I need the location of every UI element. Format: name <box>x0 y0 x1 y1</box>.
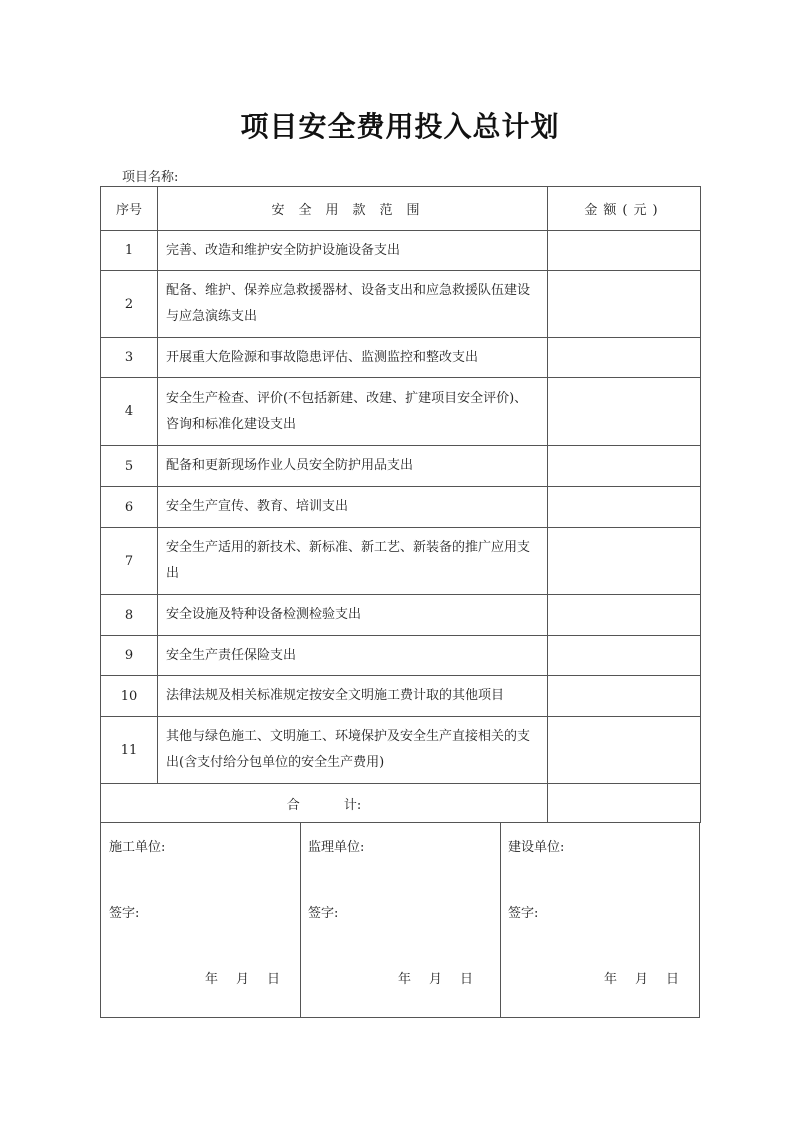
project-name-label: 项目名称: <box>122 170 179 185</box>
row-scope: 其他与绿色施工、文明施工、环境保护及安全生产直接相关的支出(含支付给分包单位的安全生产费用) <box>158 717 548 784</box>
row-no: 7 <box>101 528 158 595</box>
row-no: 5 <box>101 446 158 487</box>
total-label <box>101 784 548 823</box>
owner-unit-label: 建设单位: <box>508 840 565 855</box>
table-row <box>101 595 701 636</box>
row-scope: 开展重大危险源和事故隐患评估、监测监控和整改支出 <box>158 338 548 378</box>
row-scope: 安全生产适用的新技术、新标准、新工艺、新装备的推广应用支出 <box>158 528 548 595</box>
row-scope: 配备、维护、保养应急救援器材、设备支出和应急救援队伍建设与应急演练支出 <box>158 271 548 338</box>
total-amount-cell[interactable] <box>548 784 701 823</box>
safety-cost-table <box>100 186 701 823</box>
row-scope: 安全生产责任保险支出 <box>158 636 548 676</box>
total-row <box>101 784 701 823</box>
row-no: 10 <box>101 676 158 717</box>
row-no: 11 <box>101 717 158 784</box>
supervisor-sign-label: 签字: <box>308 906 339 921</box>
date-year: 年 <box>604 972 618 987</box>
table-row <box>101 231 701 271</box>
document-title: 项目安全费用投入总计划 <box>240 110 560 143</box>
row-amount-cell[interactable] <box>548 528 701 595</box>
table-header-row <box>101 187 701 231</box>
row-amount-cell[interactable] <box>548 487 701 528</box>
total-label-he: 合 <box>286 797 300 813</box>
owner-sign-label: 签字: <box>508 906 539 921</box>
table-row <box>101 446 701 487</box>
row-amount-cell[interactable] <box>548 446 701 487</box>
row-amount-cell[interactable] <box>548 271 701 338</box>
row-no: 6 <box>101 487 158 528</box>
contractor-unit-label: 施工单位: <box>109 840 166 855</box>
supervisor-signature-block <box>300 822 501 1017</box>
contractor-sign-label: 签字: <box>109 906 140 921</box>
row-no: 3 <box>101 338 158 378</box>
row-amount-cell[interactable] <box>548 636 701 676</box>
contractor-signature-block <box>101 822 301 1017</box>
row-amount-cell[interactable] <box>548 676 701 717</box>
signature-section <box>100 822 700 1018</box>
date-day: 日 <box>267 972 281 987</box>
date-month: 月 <box>236 972 250 987</box>
row-amount-cell[interactable] <box>548 717 701 784</box>
table-row <box>101 636 701 676</box>
owner-date <box>604 968 679 987</box>
header-amount-text: 金额(元) <box>584 203 664 218</box>
row-scope: 安全生产宣传、教育、培训支出 <box>158 487 548 528</box>
table-row <box>101 378 701 446</box>
row-scope: 法律法规及相关标准规定按安全文明施工费计取的其他项目 <box>158 676 548 717</box>
row-scope: 安全生产检查、评价(不包括新建、改建、扩建项目安全评价)、咨询和标准化建设支出 <box>158 378 548 446</box>
row-no: 4 <box>101 378 158 446</box>
row-amount-cell[interactable] <box>548 378 701 446</box>
date-day: 日 <box>460 972 474 987</box>
row-scope: 完善、改造和维护安全防护设施设备支出 <box>158 231 548 271</box>
table-row <box>101 676 701 717</box>
table-row <box>101 338 701 378</box>
date-year: 年 <box>398 972 412 987</box>
table-row <box>101 271 701 338</box>
total-label-ji: 计: <box>343 797 362 813</box>
header-scope <box>158 187 548 231</box>
date-month: 月 <box>635 972 649 987</box>
header-no: 序号 <box>101 187 158 231</box>
row-amount-cell[interactable] <box>548 231 701 271</box>
date-year: 年 <box>205 972 219 987</box>
supervisor-unit-label: 监理单位: <box>308 840 365 855</box>
table-row <box>101 487 701 528</box>
row-scope: 安全设施及特种设备检测检验支出 <box>158 595 548 636</box>
header-scope-text: 安全用款范围 <box>271 203 434 218</box>
row-amount-cell[interactable] <box>548 595 701 636</box>
row-no: 1 <box>101 231 158 271</box>
row-amount-cell[interactable] <box>548 338 701 378</box>
row-scope: 配备和更新现场作业人员安全防护用品支出 <box>158 446 548 487</box>
date-day: 日 <box>666 972 680 987</box>
table-row <box>101 528 701 595</box>
table-row <box>101 717 701 784</box>
row-no: 9 <box>101 636 158 676</box>
row-no: 2 <box>101 271 158 338</box>
contractor-date <box>205 968 280 987</box>
date-month: 月 <box>429 972 443 987</box>
header-amount <box>548 187 701 231</box>
owner-signature-block <box>500 822 700 1017</box>
supervisor-date <box>398 968 473 987</box>
row-no: 8 <box>101 595 158 636</box>
